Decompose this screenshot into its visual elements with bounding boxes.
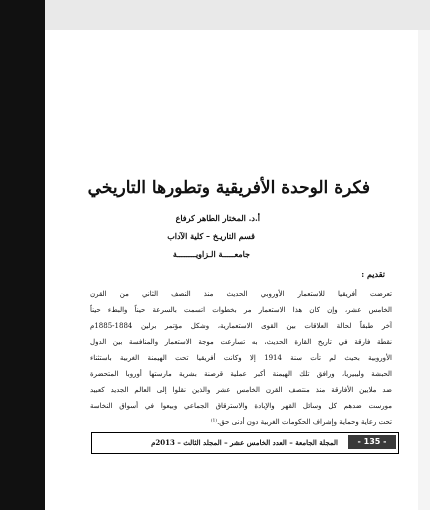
page-number: - 135 - — [348, 435, 396, 449]
body-line: تحت رعاية وحماية وإشراف الحكومات الغربية دون أدنى حق.⁽¹⁾ — [210, 418, 392, 426]
journal-info: المجلة الجامعة – العدد الخامس عشر – المجلد الثالث – 2013م — [151, 438, 338, 447]
author-university: جامعـــــة الـزاويــــــــة — [172, 249, 250, 259]
author-department: قسم التاريـخ – كلية الآداب — [167, 231, 255, 241]
journal-footer — [91, 432, 399, 454]
body-line: الحبشة وليبيريا، ورافق تلك الهيمنة أكبر عملية قرصنة بشرية مارستها أوروبا المتحضرة — [90, 370, 392, 378]
section-heading: تقديم : — [361, 269, 385, 279]
article-title: فكرة الوحدة الأفريقية وتطورها التاريخي — [87, 178, 370, 198]
body-line: آخر طبقاً لحالة العلاقات بين القوى الاستعمارية، وشكل مؤتمر برلين 1884-1885م — [90, 322, 392, 330]
body-line: ضد ملايين الأفارقة منذ منتصف القرن الخامس عشر والذين نقلوا إلى العالم الجديد كعبيد — [90, 386, 392, 394]
author-name: أ.د. المختار الطاهر كرفاع — [175, 213, 260, 223]
body-line: مورست ضدهم كل وسائل القهر والإبادة والاسترقاق الجماعي وبيعوا في أسواق النخاسة — [90, 402, 392, 410]
top-gray-strip — [45, 0, 430, 30]
body-line: تعرضت أفريقيا للاستعمار الأوروبي الحديث منذ النصف الثاني من القرن — [90, 290, 392, 298]
right-page-shade — [418, 30, 430, 510]
body-line: نقطة فارقة في تاريخ القارة الحديث، به تسارعت موجة الاستعمار والمنافسة بين الدول — [90, 338, 392, 346]
body-line: الأوروبية بحيث لم تأت سنة 1914 إلا وكانت أفريقيا تحت الهيمنة الغربية باستثناء — [90, 354, 392, 362]
body-line: الخامس عشر، وإن كان هذا الاستعمار مر بخطوات اتسمت بالسرعة حيناً والبطء حيناً — [90, 306, 392, 314]
left-dark-margin — [0, 0, 45, 510]
